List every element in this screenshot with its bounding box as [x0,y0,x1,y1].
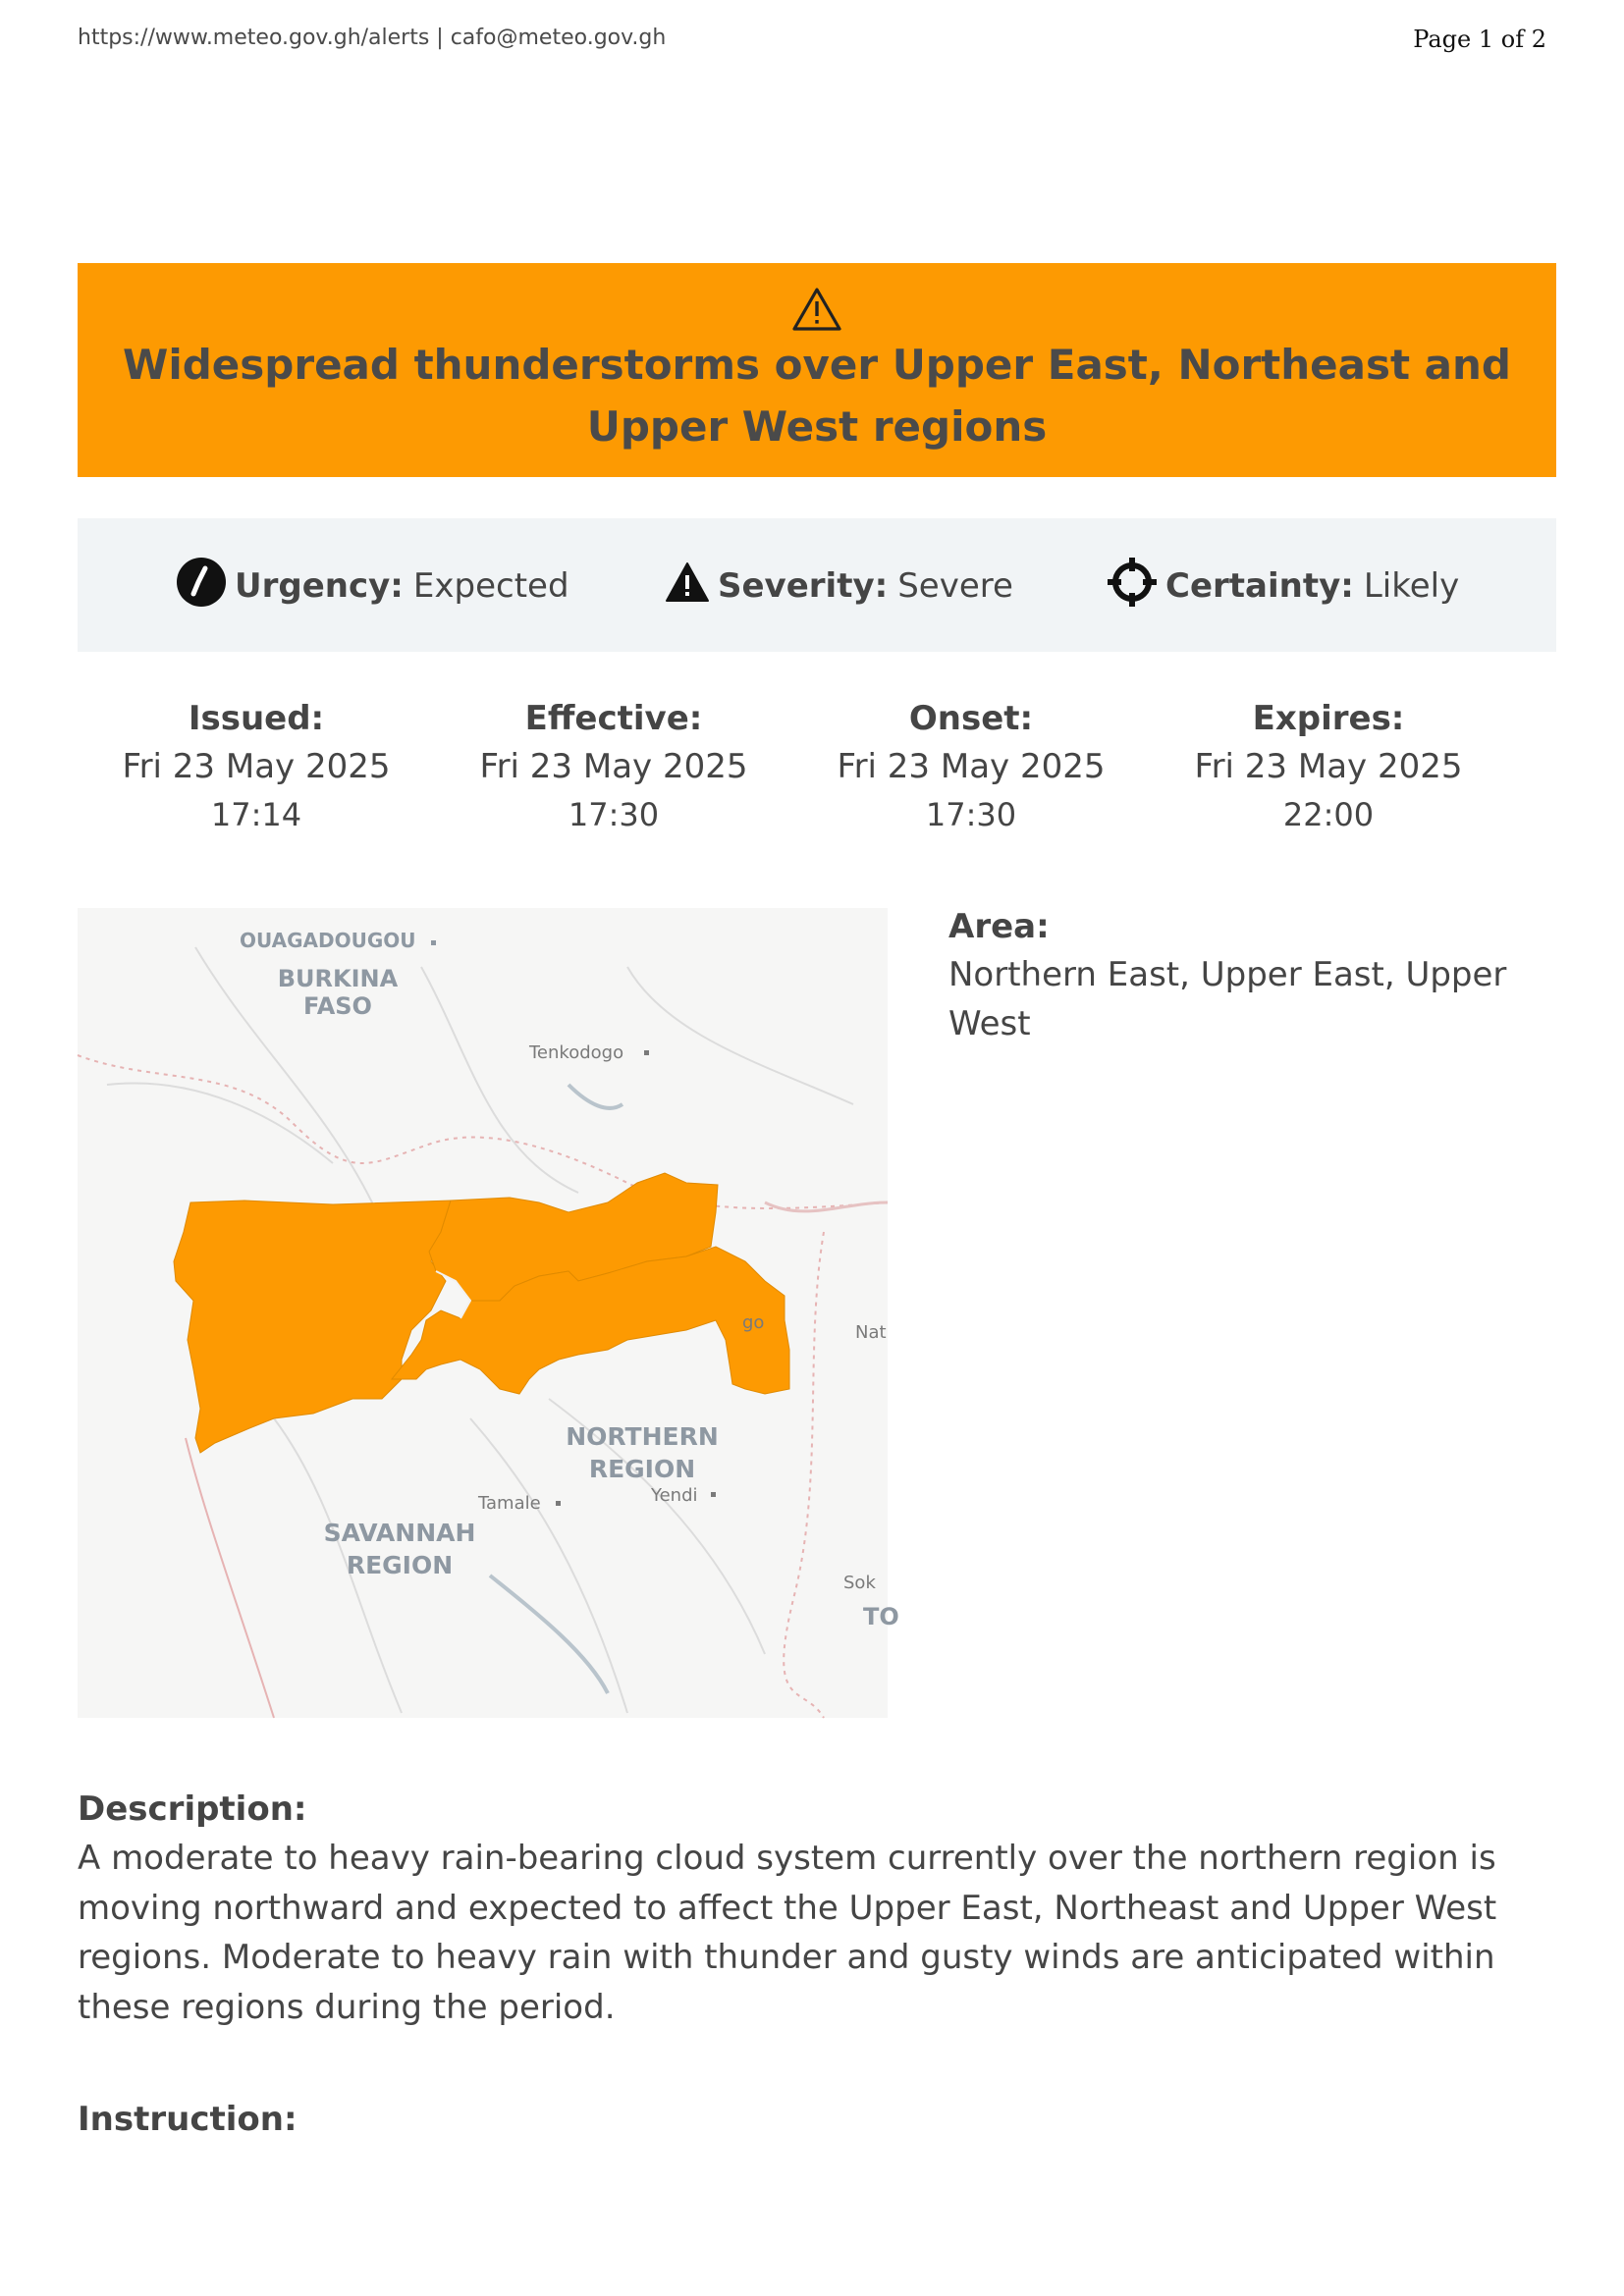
crosshair-icon [1107,557,1165,616]
map-label-ouagadougou: OUAGADOUGOU [240,929,416,952]
onset-label: Onset: [908,699,1034,738]
alert-badges [78,518,1556,652]
issued-clock: 17:14 [210,796,302,833]
clock-icon [176,557,235,616]
description-text: A moderate to heavy rain-bearing cloud system currently over the northern region is moving northward and expected to affect the Upper East, Northeast and Upper West regions. Moderate to heavy rain with thunder and gusty winds are anticipated within these regions during the period. [78,1839,1497,2027]
description-label: Description: [78,1789,307,1829]
area-label: Area: [948,907,1050,946]
certainty-badge [1107,561,1459,611]
alert-banner [78,263,1556,477]
map-label-nat: Nat [855,1322,887,1343]
instruction-label: Instruction: [78,2100,298,2139]
certainty-value: Likely [1363,566,1460,606]
onset-date: Fri 23 May 2025 [837,747,1106,786]
severity-badge [665,561,1013,611]
effective-date: Fri 23 May 2025 [479,747,748,786]
map-label-tenkodogo: Tenkodogo [529,1042,624,1063]
effective-label: Effective: [524,699,703,738]
map-label-savannah-region: REGION [346,1551,454,1579]
effective-time [435,695,792,838]
certainty-label: Certainty: [1165,566,1354,606]
page-number: Page 1 of 2 [1413,26,1546,53]
map-label-to: TO [863,1603,899,1630]
map-label-savannah: SAVANNAH [323,1519,476,1547]
severity-value: Severe [897,566,1013,606]
urgency-badge [176,561,569,611]
alert-times [78,695,1556,842]
expires-date: Fri 23 May 2025 [1194,747,1463,786]
expires-clock: 22:00 [1282,796,1375,833]
description-section [78,1785,1556,2032]
map-label-tamale: Tamale [478,1493,541,1514]
urgency-label: Urgency: [235,566,404,606]
alert-title: Widespread thunderstorms over Upper East, Northeast and Upper West regions [123,341,1511,451]
expires-label: Expires: [1252,699,1405,738]
issued-date: Fri 23 May 2025 [122,747,391,786]
warning-icon [665,561,718,612]
map-label-northern-region: REGION [588,1455,696,1483]
map-label-burkina: BURKINA [277,965,399,992]
map-label-sok: Sok [843,1573,876,1593]
urgency-value: Expected [412,566,569,606]
alert-map [78,908,899,1718]
map-label-go: go [742,1312,765,1333]
header-url-email: https://www.meteo.gov.gh/alerts | cafo@meteo.gov.gh [78,26,667,50]
effective-clock: 17:30 [568,796,660,833]
issued-label: Issued: [188,699,325,738]
map-svg [78,908,899,1718]
onset-clock: 17:30 [925,796,1017,833]
map-label-faso: FASO [303,992,372,1020]
area-section [948,903,1538,1048]
expires-time [1150,695,1507,838]
warning-triangle-icon [791,287,842,336]
map-label-northern: NORTHERN [566,1422,719,1451]
severity-label: Severity: [718,566,889,606]
onset-time [792,695,1150,838]
map-label-yendi: Yendi [651,1485,698,1506]
issued-time [78,695,435,838]
area-value: Northern East, Upper East, Upper West [948,955,1507,1043]
